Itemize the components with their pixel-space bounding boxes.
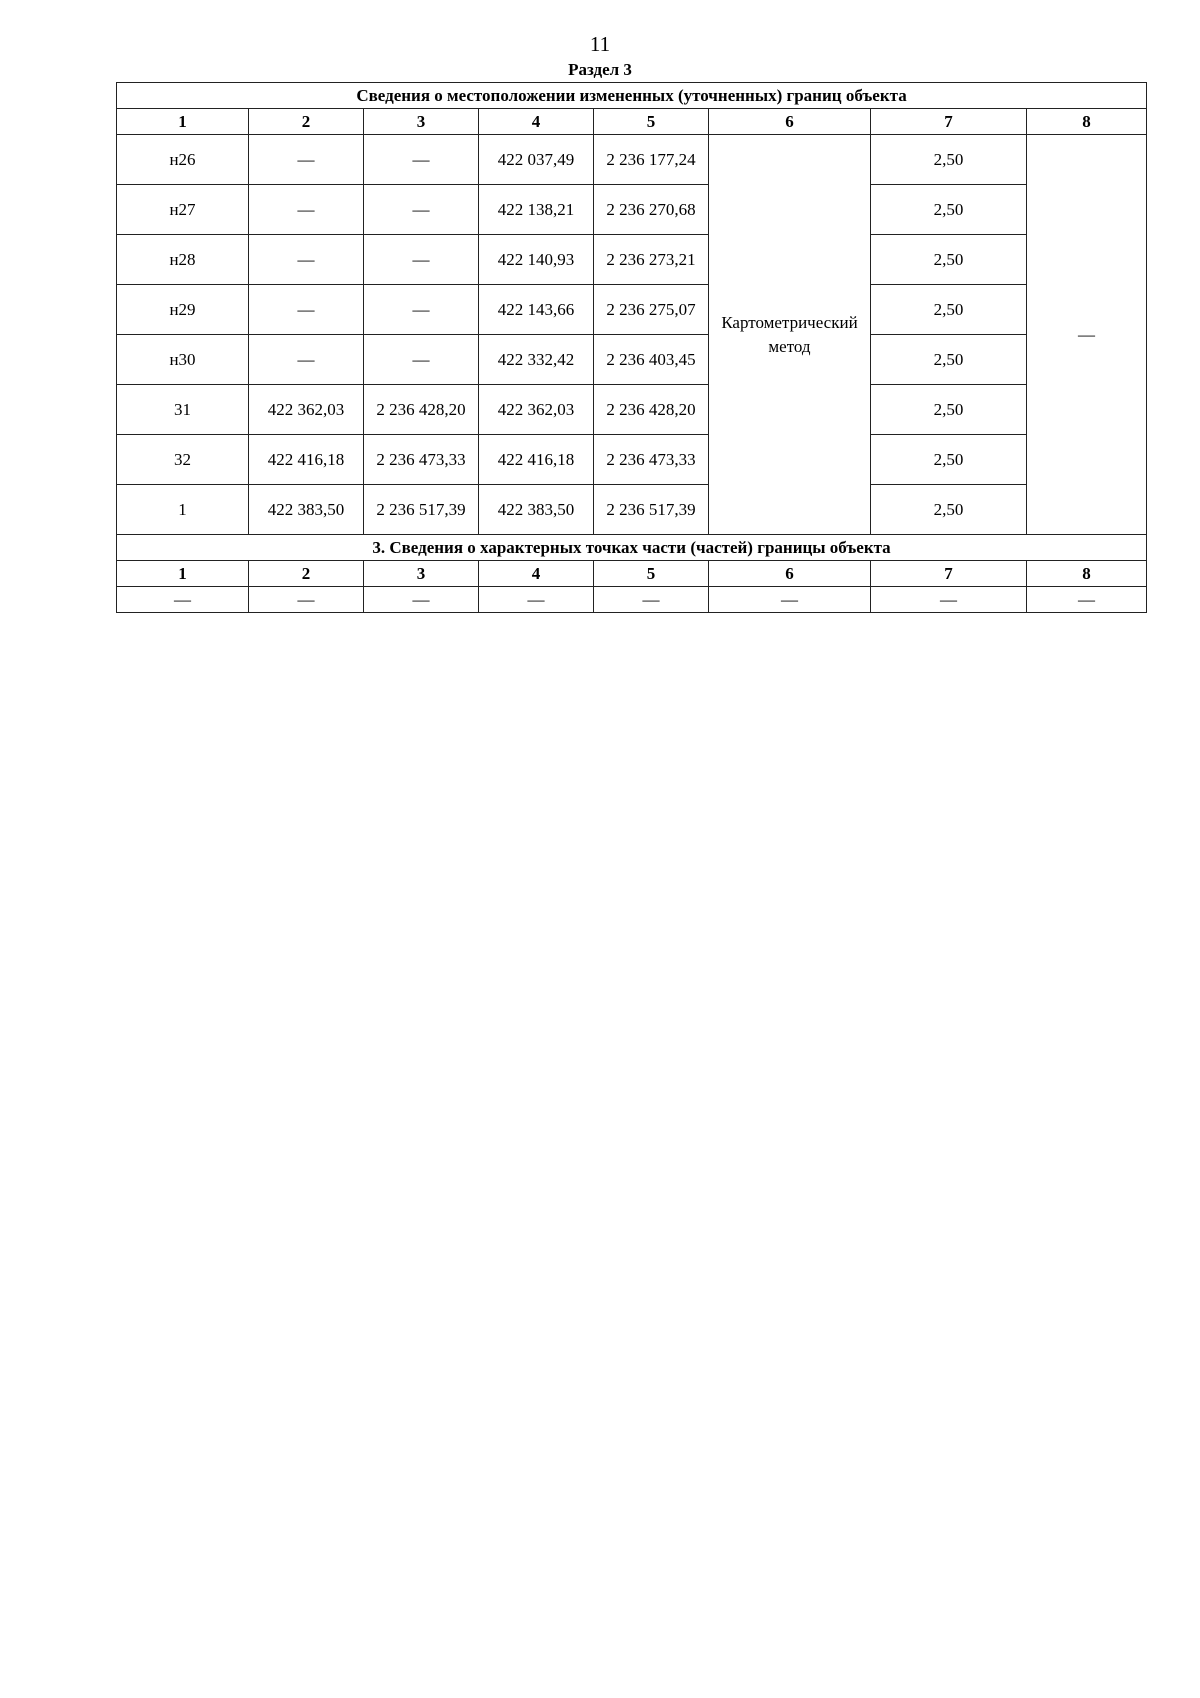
new-x-cell: 422 383,50	[479, 485, 594, 535]
new-y-cell: 2 236 428,20	[594, 385, 709, 435]
new-y-cell: 2 236 273,21	[594, 235, 709, 285]
table-row	[117, 135, 1147, 185]
point-id-cell: 1	[117, 485, 249, 535]
old-y-cell: —	[364, 285, 479, 335]
parts-caption: 3. Сведения о характерных точках части (частей) границы объекта	[117, 535, 1147, 561]
new-x-cell: 422 332,42	[479, 335, 594, 385]
accuracy-cell: 2,50	[871, 485, 1027, 535]
new-y-cell: 2 236 177,24	[594, 135, 709, 185]
point-id-cell: 31	[117, 385, 249, 435]
table-cell: —	[117, 587, 249, 613]
header-row	[117, 109, 1147, 135]
table-row	[117, 335, 1147, 385]
column-header: 2	[249, 561, 364, 587]
old-y-cell: 2 236 517,39	[364, 485, 479, 535]
accuracy-cell: 2,50	[871, 435, 1027, 485]
old-y-cell: 2 236 473,33	[364, 435, 479, 485]
old-x-cell: 422 416,18	[249, 435, 364, 485]
column-header: 4	[479, 561, 594, 587]
column-header: 1	[117, 561, 249, 587]
point-id-cell: н27	[117, 185, 249, 235]
table-cell: —	[709, 587, 871, 613]
table-cell: —	[1027, 587, 1147, 613]
table-row	[117, 485, 1147, 535]
old-y-cell: —	[364, 235, 479, 285]
column-header: 7	[871, 561, 1027, 587]
table-cell: —	[364, 587, 479, 613]
old-y-cell: —	[364, 335, 479, 385]
accuracy-cell: 2,50	[871, 135, 1027, 185]
new-x-cell: 422 138,21	[479, 185, 594, 235]
new-y-cell: 2 236 403,45	[594, 335, 709, 385]
column-header: 2	[249, 109, 364, 135]
table-caption: Сведения о местоположении измененных (уточненных) границ объекта	[117, 83, 1147, 109]
column-header: 3	[364, 109, 479, 135]
description-cell: —	[1027, 135, 1147, 535]
old-x-cell: —	[249, 335, 364, 385]
old-y-cell: —	[364, 185, 479, 235]
section-title: Раздел 3	[568, 60, 632, 79]
table-row	[117, 385, 1147, 435]
old-x-cell: 422 383,50	[249, 485, 364, 535]
accuracy-cell: 2,50	[871, 235, 1027, 285]
column-header: 6	[709, 109, 871, 135]
old-y-cell: —	[364, 135, 479, 185]
new-x-cell: 422 140,93	[479, 235, 594, 285]
column-header: 3	[364, 561, 479, 587]
new-y-cell: 2 236 270,68	[594, 185, 709, 235]
accuracy-cell: 2,50	[871, 185, 1027, 235]
page-number: 11	[589, 32, 611, 56]
table-row	[117, 587, 1147, 613]
point-id-cell: н30	[117, 335, 249, 385]
new-x-cell: 422 362,03	[479, 385, 594, 435]
old-y-cell: 2 236 428,20	[364, 385, 479, 435]
accuracy-cell: 2,50	[871, 285, 1027, 335]
table-cell: —	[594, 587, 709, 613]
accuracy-cell: 2,50	[871, 385, 1027, 435]
column-header: 6	[709, 561, 871, 587]
point-id-cell: н26	[117, 135, 249, 185]
point-id-cell: н29	[117, 285, 249, 335]
old-x-cell: —	[249, 285, 364, 335]
point-id-cell: 32	[117, 435, 249, 485]
table-cell: —	[249, 587, 364, 613]
column-header: 5	[594, 109, 709, 135]
column-header: 8	[1027, 561, 1147, 587]
old-x-cell: 422 362,03	[249, 385, 364, 435]
new-x-cell: 422 143,66	[479, 285, 594, 335]
column-header: 5	[594, 561, 709, 587]
new-x-cell: 422 416,18	[479, 435, 594, 485]
accuracy-cell: 2,50	[871, 335, 1027, 385]
column-header: 8	[1027, 109, 1147, 135]
column-header: 4	[479, 109, 594, 135]
column-header: 1	[117, 109, 249, 135]
old-x-cell: —	[249, 135, 364, 185]
column-header: 7	[871, 109, 1027, 135]
old-x-cell: —	[249, 185, 364, 235]
table-cell: —	[479, 587, 594, 613]
boundary-table	[116, 82, 1147, 613]
table-cell: —	[871, 587, 1027, 613]
header-row	[117, 561, 1147, 587]
method-cell: Картометрический метод	[709, 135, 871, 535]
point-id-cell: н28	[117, 235, 249, 285]
old-x-cell: —	[249, 235, 364, 285]
table-row	[117, 285, 1147, 335]
table-row	[117, 435, 1147, 485]
new-y-cell: 2 236 275,07	[594, 285, 709, 335]
table-row	[117, 235, 1147, 285]
new-y-cell: 2 236 473,33	[594, 435, 709, 485]
new-y-cell: 2 236 517,39	[594, 485, 709, 535]
table-row	[117, 185, 1147, 235]
new-x-cell: 422 037,49	[479, 135, 594, 185]
